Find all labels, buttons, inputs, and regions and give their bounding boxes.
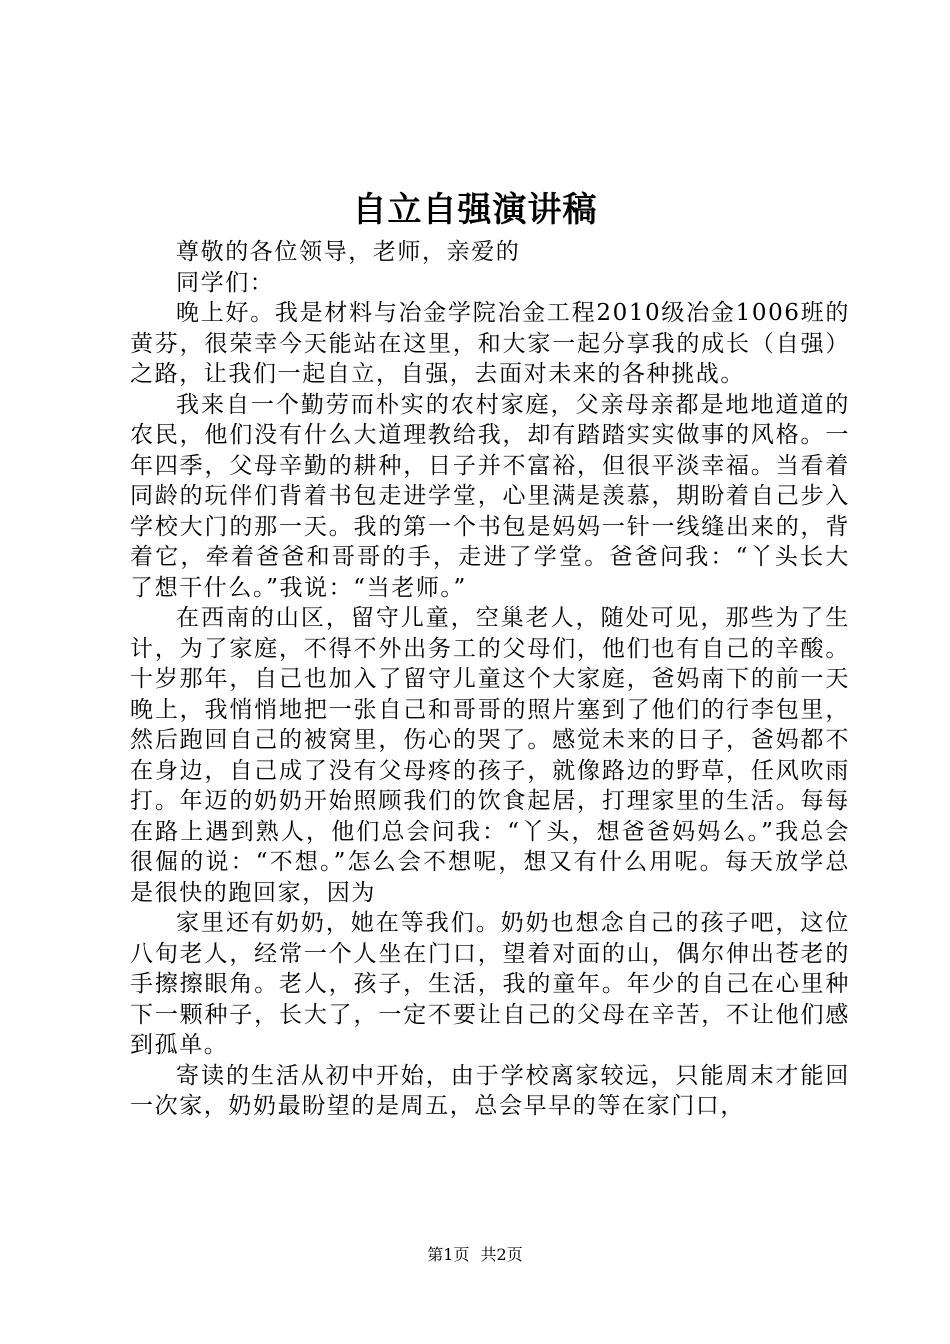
paragraph-left-behind: 在西南的山区，留守儿童，空巢老人，随处可见，那些为了生计，为了家庭，不得不外出务工的父母们，他们也有自己的辛酸。十岁那年，自己也加入了留守儿童这个大家庭，爸妈南下的前一天晚上，我悄悄地把一张自己和哥哥的照片塞到了他们的行李包里，然后跑回自己的被窝里，伤心的哭了。感觉未来的日子，爸妈都不在身边，自己成了没有父母疼的孩子，就像路边的野草，任风吹雨打。年迈的奶奶开始照顾我们的饮食起居，打理家里的生活。每每在路上遇到熟人，他们总会问我：“丫头，想爸爸妈妈么。”我总会很倔的说：“不想。”怎么会不想呢，想又有什么用呢。每天放学总是很快的跑回家，因为 <box>130 605 850 906</box>
paragraph-boarding: 寄读的生活从初中开始，由于学校离家较远，只能周末才能回一次家，奶奶最盼望的是周五，总会早早的等在家门口， <box>130 1062 850 1119</box>
paragraph-greeting: 晚上好。我是材料与冶金学院冶金工程2010级冶金1006班的黄芬，很荣幸今天能站在这里，和大家一起分享我的成长（自强）之路，让我们一起自立，自强，去面对未来的各种挑战。 <box>130 300 850 387</box>
paragraph-grandmother: 家里还有奶奶，她在等我们。奶奶也想念自己的孩子吧，这位八旬老人，经常一个人坐在门口，望着对面的山，偶尔伸出苍老的手擦擦眼角。老人，孩子，生活，我的童年。年少的自己在心里种下一颗种子，长大了，一定不要让自己的父母在辛苦，不让他们感到孤单。 <box>130 910 850 1058</box>
paragraph-family: 我来自一个勤劳而朴实的农村家庭，父亲母亲都是地地道道的农民，他们没有什么大道理教给我，却有踏踏实实做事的风格。一年四季，父母辛勤的耕种，日子并不富裕，但很平淡幸福。当看着同龄的玩伴们背着书包走进学堂，心里满是羡慕，期盼着自己步入学校大门的那一天。我的第一个书包是妈妈一针一线缝出来的，背着它，牵着爸爸和哥哥的手，走进了学堂。爸爸问我：“丫头长大了想干什么。”我说：“当老师。” <box>130 391 850 601</box>
document-title: 自立自强演讲稿 <box>352 190 598 230</box>
page-number: 第1页 <box>427 1245 470 1264</box>
paragraph-salutation-1: 尊敬的各位领导，老师，亲爱的 <box>176 239 521 265</box>
paragraph-salutation-2: 同学们： <box>176 269 275 296</box>
page-total: 共2页 <box>480 1245 523 1264</box>
page-footer <box>0 1245 950 1265</box>
document-body <box>130 237 850 1122</box>
